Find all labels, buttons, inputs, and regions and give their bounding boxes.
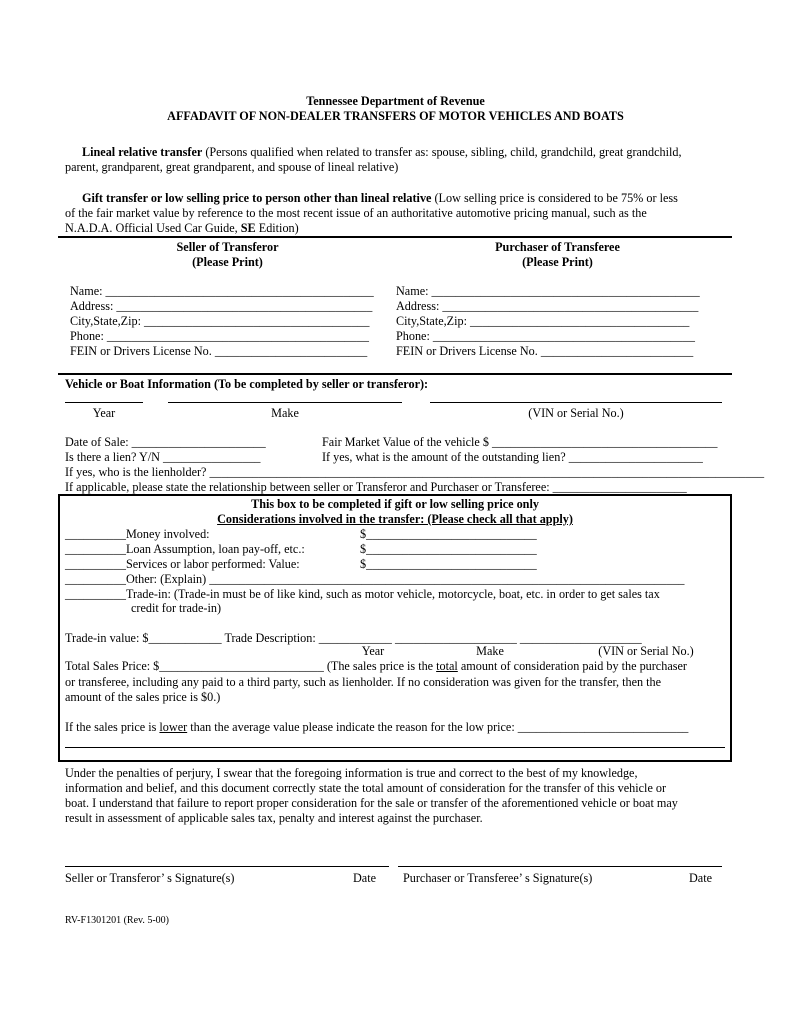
perjury-line-3: boat. I understand that failure to report proper consideration for the sale or transfer of the aforementioned vehicle or boat may (65, 796, 678, 810)
gift-label: Gift transfer or low selling price to person other than lineal relative (82, 191, 432, 205)
gift-text-3a: N.A.D.A. Official Used Car Guide, (65, 221, 241, 235)
loan-assumption-check[interactable]: __________Loan Assumption, loan pay-off, etc.: (65, 542, 305, 556)
lineal-text-2: parent, grandparent, great grandparent, and spouse of lineal relative) (65, 160, 399, 174)
gift-text-3c: Edition) (255, 221, 299, 235)
seller-name-field[interactable]: Name: ____________________________________________ (70, 284, 374, 298)
lineal-line-1 (82, 146, 682, 158)
lineal-label: Lineal relative transfer (82, 145, 203, 159)
lienholder-field[interactable]: If yes, who is the lienholder? ___________________________________________________________________________________________ (65, 465, 765, 479)
box-subtitle: Considerations involved in the transfer: (Please check all that apply) (217, 512, 573, 526)
other-check[interactable]: __________Other: (Explain) ______________________________________________________________________________ (65, 572, 685, 586)
year-caption: Year (92, 406, 116, 420)
box-title: This box to be completed if gift or low selling price only (251, 497, 539, 511)
seller-signature-line[interactable] (65, 866, 389, 867)
purchaser-signature-label: Purchaser or Transferee’ s Signature(s) (403, 871, 593, 885)
purchaser-phone-field[interactable]: Phone: ___________________________________________ (396, 329, 695, 343)
seller-city-field[interactable]: City,State,Zip: _____________________________________ (70, 314, 370, 328)
trade-in-note: credit for trade-in) (131, 601, 222, 615)
make-caption: Make (271, 406, 299, 420)
purchaser-signature-line[interactable] (398, 866, 722, 867)
trade-in-value-field[interactable]: Trade-in value: $____________ Trade Description: ____________ ____________________ ____________________ (65, 631, 642, 645)
purchaser-subheading: (Please Print) (522, 255, 593, 269)
money-involved-check[interactable]: __________Money involved: (65, 527, 210, 541)
lien-amount-field[interactable]: If yes, what is the amount of the outstanding lien? ______________________ (322, 450, 703, 464)
gift-text-1: (Low selling price is considered to be 75% or less (431, 191, 678, 205)
vehicle-heading: Vehicle or Boat Information (To be completed by seller or transferor): (65, 377, 429, 391)
total-sales-text-a: Total Sales Price: $___________________________ (The sales price is the (65, 659, 437, 673)
divider-vehicle (58, 373, 732, 375)
seller-fein-field[interactable]: FEIN or Drivers License No. _________________________ (70, 344, 368, 358)
total-sales-text-b: total (436, 659, 458, 673)
gift-line-3 (65, 222, 299, 234)
purchaser-city-field[interactable]: City,State,Zip: ____________________________________ (396, 314, 690, 328)
perjury-line-4: result in assessment of applicable sales tax, penalty and interest against the purchaser. (65, 811, 483, 825)
form-title: AFFADAVIT OF NON-DEALER TRANSFERS OF MOTOR VEHICLES AND BOATS (167, 109, 624, 123)
money-involved-value[interactable]: $____________________________ (360, 527, 537, 541)
lineal-text-1: (Persons qualified when related to transfer as: spouse, sibling, child, grandchild, great grandchild, (202, 145, 682, 159)
trade-make-caption: Make (476, 644, 504, 658)
relationship-field[interactable]: If applicable, please state the relationship between seller or Transferor and Purchaser or Transferee: ______________________ (65, 480, 687, 494)
seller-subheading: (Please Print) (192, 255, 263, 269)
vin-caption: (VIN or Serial No.) (528, 406, 624, 420)
trade-in-check[interactable]: __________Trade-in: (Trade-in must be of like kind, such as motor vehicle, motorcycle, boat, etc. in order to get sales tax (65, 587, 660, 601)
purchaser-fein-field[interactable]: FEIN or Drivers License No. _________________________ (396, 344, 694, 358)
make-line[interactable] (168, 402, 402, 403)
trade-vin-caption: (VIN or Serial No.) (598, 644, 694, 658)
perjury-line-1: Under the penalties of perjury, I swear that the foregoing information is true and correct to the best of my knowledge, (65, 766, 638, 780)
services-value[interactable]: $____________________________ (360, 557, 537, 571)
loan-assumption-value[interactable]: $____________________________ (360, 542, 537, 556)
trade-year-caption: Year (361, 644, 385, 658)
seller-heading: Seller of Transferor (176, 240, 279, 254)
low-price-text-c: than the average value please indicate the reason for the low price: ____________________________ (187, 720, 689, 734)
seller-signature-label: Seller or Transferor’ s Signature(s) (65, 871, 235, 885)
total-sales-line-3: amount of the sales price is $0.) (65, 690, 221, 704)
form-number: RV-F1301201 (Rev. 5-00) (65, 915, 170, 926)
gift-text-3b: SE (240, 221, 256, 235)
low-price-reason-field[interactable] (65, 721, 688, 733)
lien-field[interactable]: Is there a lien? Y/N ________________ (65, 450, 261, 464)
purchaser-address-field[interactable]: Address: __________________________________________ (396, 299, 699, 313)
total-sales-line-1[interactable] (65, 660, 687, 672)
purchaser-heading: Purchaser of Transferee (495, 240, 620, 254)
purchaser-name-field[interactable]: Name: ____________________________________________ (396, 284, 700, 298)
seller-address-field[interactable]: Address: __________________________________________ (70, 299, 373, 313)
fair-market-field[interactable]: Fair Market Value of the vehicle $ _____________________________________ (322, 435, 718, 449)
total-sales-line-2: or transferee, including any paid to a third party, such as lienholder. If no consideration was given for the transfer, then the (65, 675, 662, 689)
seller-date-label: Date (353, 871, 377, 885)
low-price-text-b: lower (159, 720, 188, 734)
year-line[interactable] (65, 402, 143, 403)
gift-line-1 (82, 192, 678, 204)
low-price-reason-line-2[interactable] (65, 747, 725, 748)
perjury-line-2: information and belief, and this document correctly state the total amount of consideration for the transfer of this vehicle or (65, 781, 667, 795)
purchaser-date-label: Date (689, 871, 713, 885)
divider-top (58, 236, 732, 238)
gift-text-2: of the fair market value by reference to the most recent issue of an authoritative automotive pricing manual, such as the (65, 206, 647, 220)
low-price-text-a: If the sales price is (65, 720, 160, 734)
vin-line[interactable] (430, 402, 722, 403)
services-check[interactable]: __________Services or labor performed: Value: (65, 557, 300, 571)
date-of-sale-field[interactable]: Date of Sale: ______________________ (65, 435, 266, 449)
total-sales-text-c: amount of consideration paid by the purchaser (457, 659, 687, 673)
seller-phone-field[interactable]: Phone: ___________________________________________ (70, 329, 369, 343)
agency-name: Tennessee Department of Revenue (306, 94, 485, 108)
